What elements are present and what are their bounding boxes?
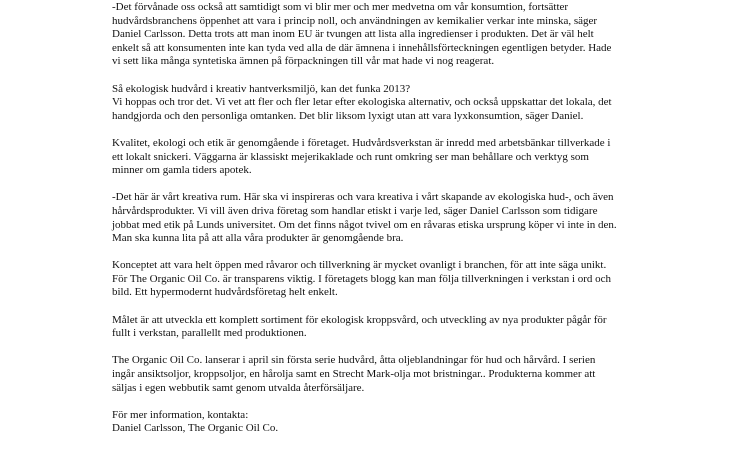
text-line: Målet är att utveckla ett komplett sortiment för ekologisk kroppsvård, och utveckling av nya produkter pågår för xyxy=(112,313,607,326)
text-line: handgjorda och den personliga omtanken. Det blir liksom lyxigt utan att vara lyxkonsumtion, säger Daniel. xyxy=(112,109,584,122)
text-line: ingår ansiktsoljor, kroppsoljor, en hårolja samt en Strecht Mark-olja mot bristningar.. Produkterna kommer att xyxy=(112,368,596,381)
text-line: bild. Ett hypermodernt hudvårdsföretag helt enkelt. xyxy=(112,286,338,299)
contact-name: Daniel Carlsson, The Organic Oil Co. xyxy=(112,422,279,435)
text-line: jobbat med etik på Lunds universitet. Om det finns något tvivel om en råvaras etiska ursprung köper vi inte in den. xyxy=(112,218,617,231)
text-line: minner om gamla tiders apotek. xyxy=(112,164,252,177)
paragraph-goal xyxy=(112,314,648,341)
text-line: Daniel Carlsson. Detta trots att man inom EU är tvungen att lista alla ingredienser i produkten. Det är väl helt xyxy=(112,28,594,41)
document-body xyxy=(112,1,648,450)
text-line: För The Organic Oil Co. är transparens viktig. I företagets blogg kan man följa tillverkningen i verkstan i ord och xyxy=(112,272,612,285)
text-line: Så ekologisk hudvård i kreativ hantverksmiljö, kan det funka 2013? xyxy=(112,82,411,95)
text-line: -Det förvånade oss också att samtidigt som vi blir mer och mer medvetna om vår konsumtion, fortsätter xyxy=(112,1,569,13)
text-line: The Organic Oil Co. lanserar i april sin första serie hudvård, åtta oljeblandningar för hud och hårvård. I serien xyxy=(112,354,596,367)
text-line: Vi hoppas och tror det. Vi vet att fler och fler letar efter ekologiska alternativ, och också uppskattar det lokala, det xyxy=(112,96,612,109)
paragraph-launch xyxy=(112,354,648,395)
text-line: ett lokalt snickeri. Väggarna är klassiskt mejerikaklade och runt omkring ser man behållare och verktyg som xyxy=(112,150,589,163)
paragraph-open-concept xyxy=(112,259,648,300)
text-line: säljas i egen webbutik samt genom utvalda återförsäljare. xyxy=(112,381,365,394)
paragraph-organic-craft xyxy=(112,83,648,124)
paragraph-quality-workshop xyxy=(112,137,648,178)
text-line: Konceptet att vara helt öppen med råvaror och tillverkning är mycket ovanligt i branchen, för att inte säga unikt. xyxy=(112,259,607,272)
text-line: Man ska kunna lita på att alla våra produkter är genomgående bra. xyxy=(112,232,404,245)
text-line: fullt i verkstan, parallellt med produktionen. xyxy=(112,327,307,340)
text-line: hudvårdsbranchens öppenhet att vara i princip noll, och användningen av kemikalier verkar inte minska, säger xyxy=(112,14,598,27)
text-line: -Det här är vårt kreativa rum. Här ska vi inspireras och vara kreativa i vårt skapande av ekologiska hud-, och även xyxy=(112,191,614,204)
paragraph-creative-room xyxy=(112,191,648,245)
text-line: enkelt så att konsumenten inte kan tyda ved alla de där ämnena i innehållsförteckningen egentligen betyder. Hade xyxy=(112,41,612,54)
text-line: För mer information, kontakta: xyxy=(112,408,249,421)
paragraph-ingredient-transparency xyxy=(112,1,648,69)
text-line: hårvårdsprodukter. Vi vill även driva företag som handlar etiskt i varje led, säger Daniel Carlsson som tidigare xyxy=(112,204,598,217)
text-line: vi sett lika många syntetiska ämnen på förpackningen till vår mat hade vi nog reagerat. xyxy=(112,55,495,68)
text-line: Kvalitet, ekologi och etik är genomgående i företaget. Hudvårdsverkstan är inredd med arbetsbänkar tillverkade i xyxy=(112,136,611,149)
paragraph-contact xyxy=(112,409,648,436)
